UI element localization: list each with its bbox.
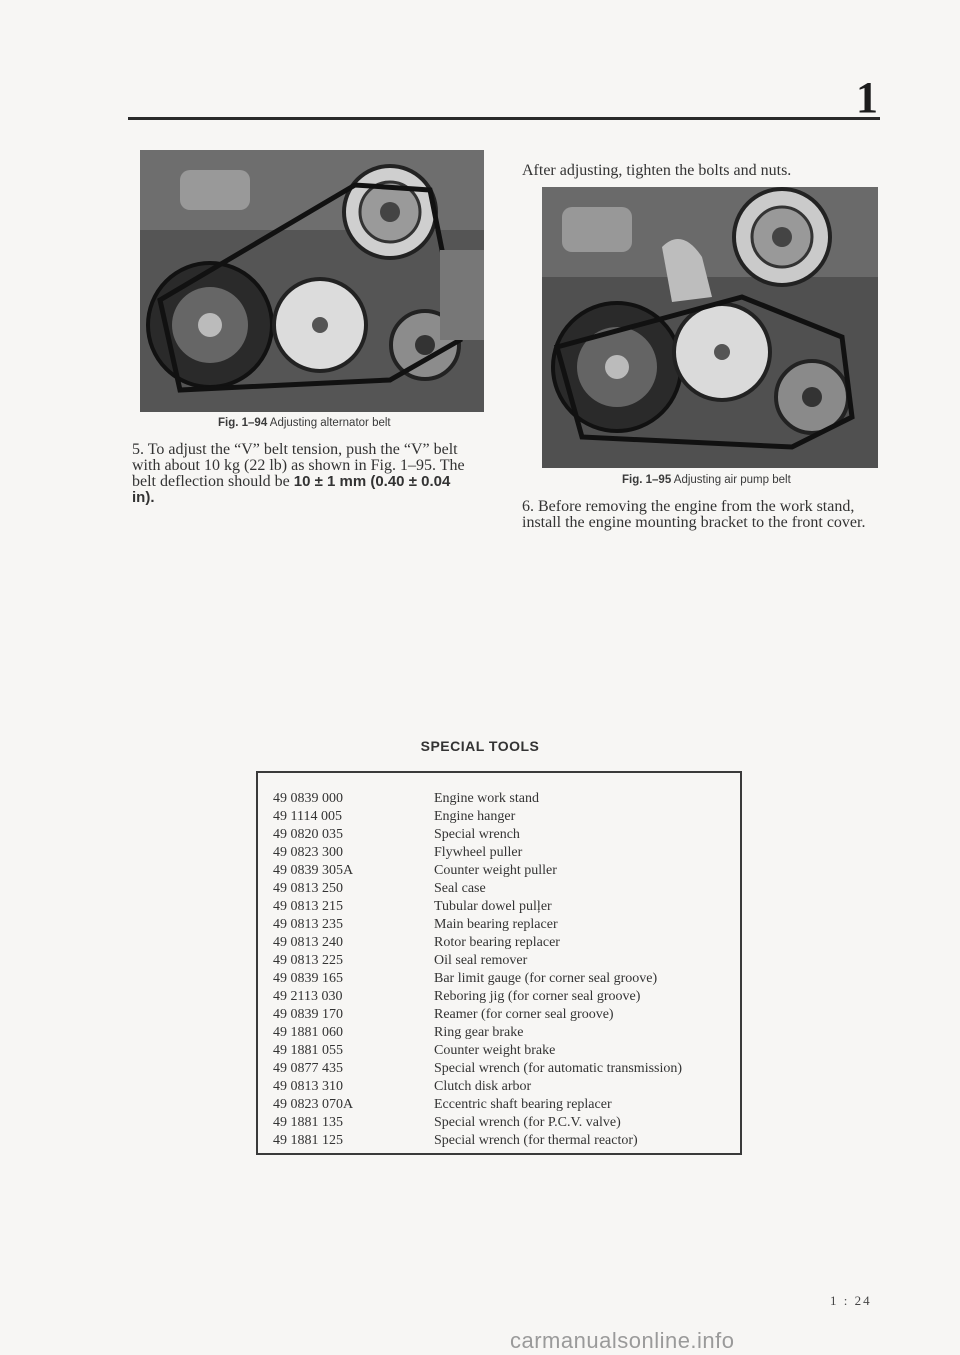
figure-1-95-caption <box>622 474 791 486</box>
tool-part-number: 49 0839 305A <box>273 863 354 878</box>
figure-number: Fig. 1–95 <box>622 474 672 486</box>
tool-row <box>273 790 733 808</box>
tool-description: Engine work stand <box>434 791 539 806</box>
tool-part-number: 49 0823 300 <box>273 845 343 860</box>
tool-row <box>273 898 733 916</box>
tool-part-number: 49 0813 240 <box>273 935 343 950</box>
figure-1-95-photo <box>542 187 878 468</box>
tool-part-number: 49 1881 125 <box>273 1133 343 1148</box>
tool-part-number: 49 0813 215 <box>273 899 343 914</box>
watermark: carmanualsonline.info <box>510 1328 735 1353</box>
tool-description: Engine hanger <box>434 809 516 824</box>
tool-row <box>273 844 733 862</box>
tool-part-number: 49 0839 170 <box>273 1007 343 1022</box>
tool-row <box>273 1006 733 1024</box>
after-adjusting-text: After adjusting, tighten the bolts and nuts. <box>522 162 792 179</box>
step-5-line-1: 5. To adjust the “V” belt tension, push the “V” belt <box>132 441 458 458</box>
tool-row <box>273 952 733 970</box>
tool-part-number: 49 0823 070A <box>273 1097 354 1112</box>
tool-row <box>273 1024 733 1042</box>
tool-description: Counter weight puller <box>434 863 557 878</box>
step-6-line-1: 6. Before removing the engine from the work stand, <box>522 498 855 515</box>
tool-row <box>273 1132 733 1150</box>
tool-row <box>273 988 733 1006</box>
deflection-spec-end: in). <box>132 489 155 506</box>
tool-description: Special wrench (for automatic transmission) <box>434 1061 683 1076</box>
special-tools-table <box>256 771 742 1155</box>
tool-row <box>273 970 733 988</box>
tool-description: Special wrench (for thermal reactor) <box>434 1133 638 1148</box>
tool-description: Reamer (for corner seal groove) <box>434 1007 614 1022</box>
tool-description: Oil seal remover <box>434 953 528 968</box>
tool-description: Counter weight brake <box>434 1043 556 1058</box>
page-number: 1 : 24 <box>830 1293 872 1308</box>
tool-part-number: 49 0839 000 <box>273 791 343 806</box>
figure-1-94-photo <box>140 150 484 412</box>
tool-description: Flywheel puller <box>434 845 523 860</box>
tool-row <box>273 1078 733 1096</box>
tool-row <box>273 1096 733 1114</box>
step-6-line-2: install the engine mounting bracket to the front cover. <box>522 514 866 531</box>
tool-part-number: 49 0813 310 <box>273 1079 343 1094</box>
step-5-line-2: with about 10 kg (22 lb) as shown in Fig. 1–95. The <box>132 457 465 474</box>
chapter-number: 1 <box>856 73 878 122</box>
tool-row <box>273 1060 733 1078</box>
tool-description: Special wrench <box>434 827 520 842</box>
figure-caption-text: Adjusting air pump belt <box>673 474 791 486</box>
tool-part-number: 49 0813 225 <box>273 953 343 968</box>
tool-row <box>273 862 733 880</box>
tool-description: Special wrench (for P.C.V. valve) <box>434 1115 621 1130</box>
tool-part-number: 49 0813 235 <box>273 917 343 932</box>
tool-row <box>273 880 733 898</box>
tool-row <box>273 1042 733 1060</box>
tool-part-number: 49 1881 135 <box>273 1115 343 1130</box>
figure-number: Fig. 1–94 <box>218 417 268 429</box>
figure-1-94-caption <box>218 417 391 429</box>
tool-part-number: 49 0820 035 <box>273 827 343 842</box>
deflection-spec: 10 ± 1 mm (0.40 ± 0.04 <box>293 473 451 490</box>
tool-part-number: 49 1881 060 <box>273 1025 343 1040</box>
header-rule <box>128 117 880 120</box>
tool-part-number: 49 0877 435 <box>273 1061 343 1076</box>
special-tools-title: SPECIAL TOOLS <box>420 738 540 754</box>
tool-description: Tubular dowel pulļer <box>434 899 552 914</box>
tool-row <box>273 934 733 952</box>
tool-row <box>273 916 733 934</box>
tool-description: Bar limit gauge (for corner seal groove) <box>434 971 658 986</box>
tool-part-number: 49 0813 250 <box>273 881 343 896</box>
tool-part-number: 49 1881 055 <box>273 1043 343 1058</box>
tool-description: Eccentric shaft bearing replacer <box>434 1097 612 1112</box>
tool-description: Clutch disk arbor <box>434 1079 532 1094</box>
tool-row <box>273 808 733 826</box>
tool-part-number: 49 2113 030 <box>273 989 343 1004</box>
tool-part-number: 49 1114 005 <box>273 809 342 824</box>
tool-description: Rotor bearing replacer <box>434 935 560 950</box>
tool-description: Reboring jig (for corner seal groove) <box>434 989 641 1004</box>
tool-description: Ring gear brake <box>434 1025 524 1040</box>
tool-row <box>273 826 733 844</box>
tool-part-number: 49 0839 165 <box>273 971 343 986</box>
tool-description: Main bearing replacer <box>434 917 558 932</box>
tool-description: Seal case <box>434 881 486 896</box>
step-5-text: belt deflection should be <box>132 473 294 490</box>
step-5-line-3 <box>132 474 450 490</box>
figure-caption-text: Adjusting alternator belt <box>269 417 391 429</box>
step-5-line-4 <box>132 490 155 506</box>
tool-row <box>273 1114 733 1132</box>
